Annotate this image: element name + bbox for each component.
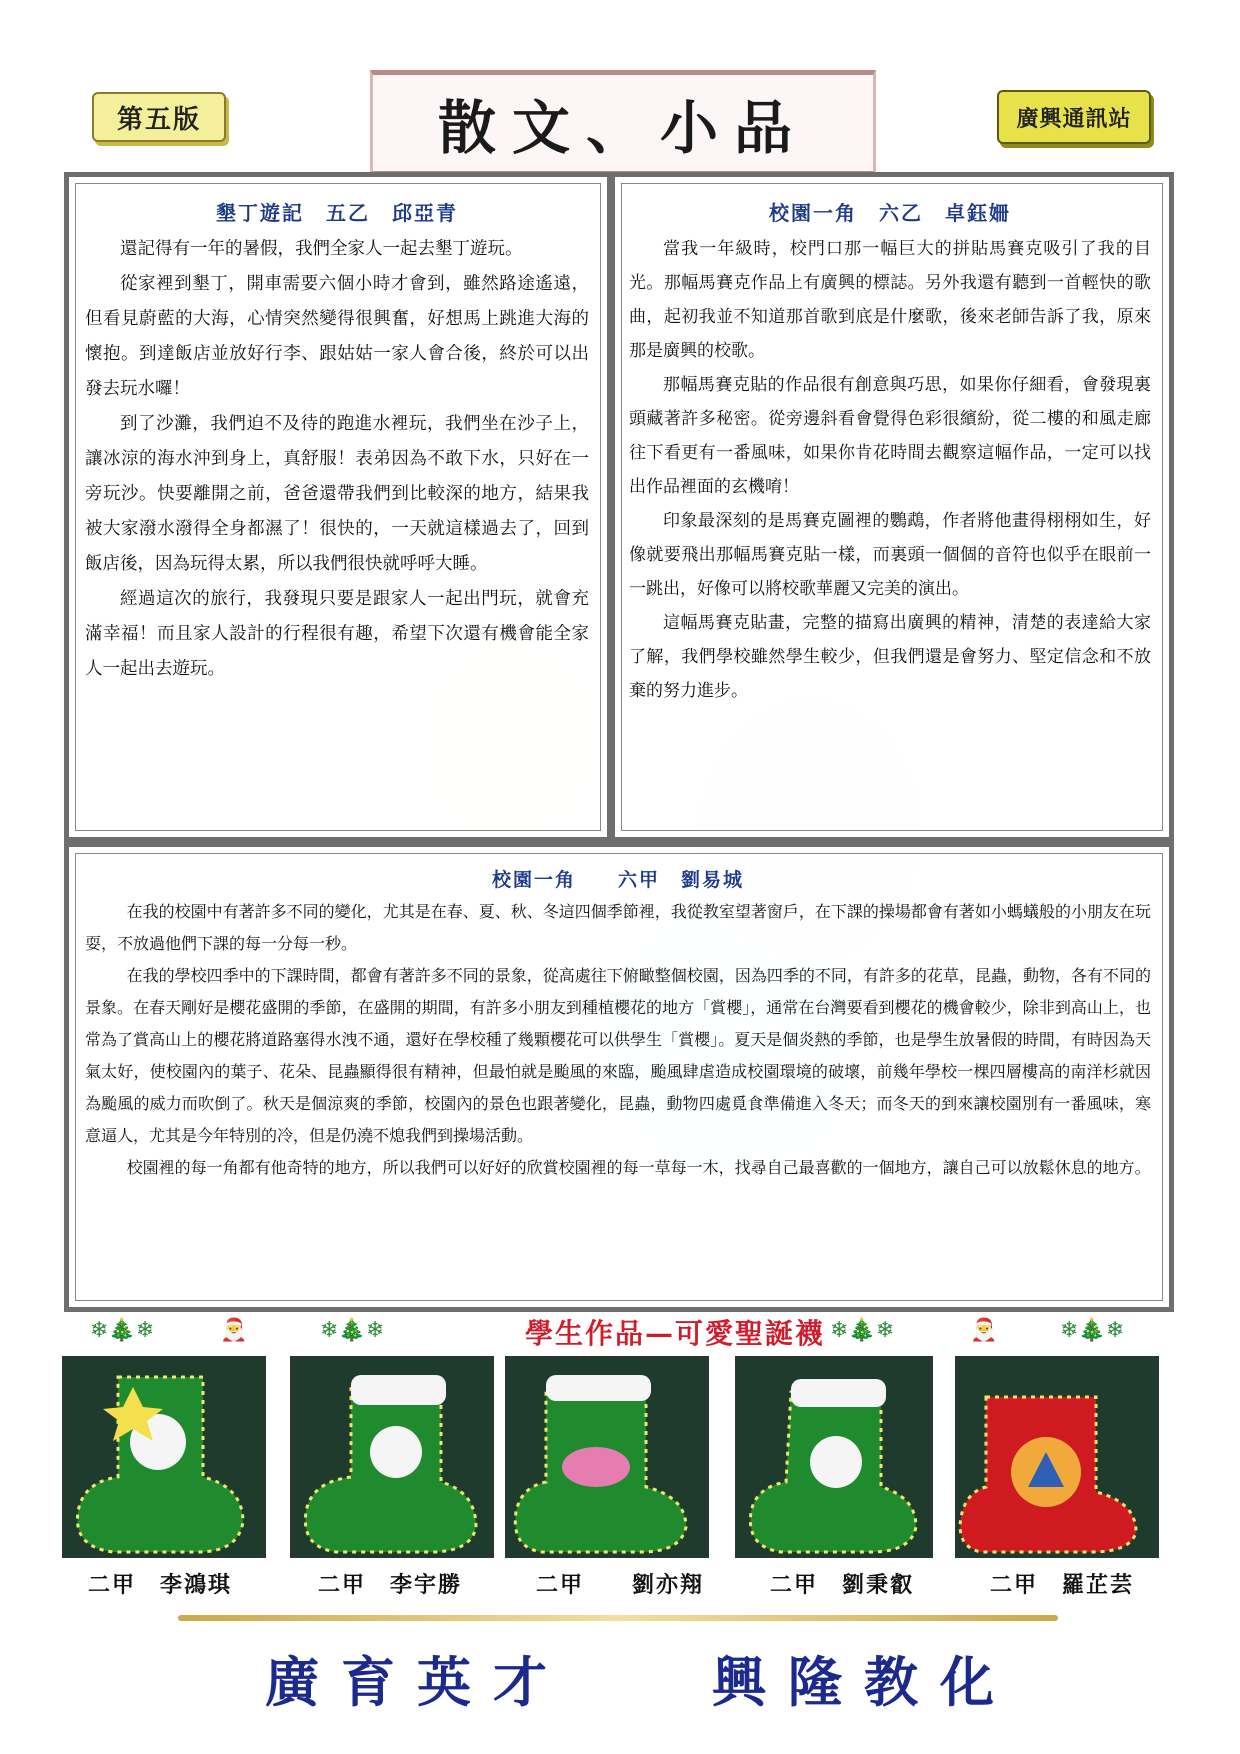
christmas-tree-icon: ❄🎄❄: [90, 1318, 155, 1343]
edition-badge: [92, 92, 226, 142]
article-paragraph: 經過這次的旅行，我發現只要是跟家人一起出門玩，就會充滿幸福！而且家人設計的行程很有趣，希望下次還有機會能全家人一起出去遊玩。: [85, 589, 589, 679]
christmas-tree-icon: ❄🎄❄: [830, 1318, 895, 1343]
stocking-photo-5: [955, 1356, 1159, 1558]
article-paragraph: 從家裡到墾丁，開車需要六個小時才會到，雖然路途遙遠，但看見蔚藍的大海，心情突然變得很興奮，好想馬上跳進大海的懷抱。到達飯店並放好行李、跟姑姑一家人會合後，終於可以出發去玩水囉！: [85, 274, 589, 399]
page-title: 散文、小品: [437, 94, 808, 162]
article-paragraph: 還記得有一年的暑假，我們全家人一起去墾丁遊玩。: [120, 239, 523, 259]
page-title-scroll: [370, 70, 876, 176]
article-box-campus-2: [64, 842, 1174, 1312]
stocking-icon: [736, 1357, 932, 1557]
article-paragraph: 那幅馬賽克貼的作品很有創意與巧思，如果你仔細看，會發現裏頭藏著許多秘密。從旁邊斜看會覺得色彩很繽紛，從二樓的和風走廊往下看更有一番風味，如果你肯花時間去觀察這幅作品，一定可以找出作品裡面的玄機唷！: [629, 375, 1151, 497]
article-paragraph: 在我的學校四季中的下課時間，都會有著許多不同的景象，從高處往下俯瞰整個校園，因為四季的不同，有許多的花草，昆蟲，動物，各有不同的景象。在春天剛好是櫻花盛開的季節，在盛開的期間，有許多小朋友到種植櫻花的地方「賞櫻」，通常在台灣要看到櫻花的機會較少，除非到高山上，也常為了賞高山上的櫻花將道路塞得水洩不通，還好在學校種了幾顆櫻花可以供學生「賞櫻」。夏天是個炎熱的季節，也是學生放暑假的時間，有時因為天氣太好，使校園內的葉子、花朵、昆蟲顯得很有精神，但最怕就是颱風的來臨，颱風肆虐造成校園環境的破壞，前幾年學校一棵四層樓高的南洋杉就因為颱風的威力而吹倒了。秋天是個涼爽的季節，校園內的景色也跟著變化，昆蟲，動物四處覓食準備進入冬天；而冬天的到來讓校園別有一番風味，寒意逼人，尤其是今年特別的冷，但是仍澆不熄我們到操場活動。: [85, 966, 1151, 1145]
stocking-photo-1: [62, 1356, 266, 1558]
gallery-title: 學生作品—可愛聖誕襪: [525, 1317, 826, 1350]
article-title: 校園一角 六乙 卓鈺姍: [769, 201, 1011, 225]
article-paragraph: 到了沙灘，我們迫不及待的跑進水裡玩，我們坐在沙子上，讓冰涼的海水沖到身上，真舒服！表弟因為不敢下水，只好在一旁玩沙。快要離開之前，爸爸還帶我們到比較深的地方，結果我被大家潑水潑得全身都濕了！很快的，一天就這樣過去了，回到飯店後，因為玩得太累，所以我們很快就呼呼大睡。: [85, 414, 589, 574]
article-content: [85, 865, 1151, 1184]
article-box-campus-1: [610, 172, 1174, 842]
stocking-icon: [291, 1357, 493, 1557]
stocking-caption: 二甲 李宇勝: [318, 1572, 463, 1598]
santa-icon: 🎅: [220, 1318, 248, 1343]
article-paragraph: 校園裡的每一角都有他奇特的地方，所以我們可以好好的欣賞校園裡的每一草每一木，找尋自己最喜歡的一個地方，讓自己可以放鬆休息的地方。: [126, 1158, 1151, 1177]
article-content: [85, 197, 589, 687]
stocking-icon: [63, 1357, 265, 1557]
article-paragraph: 當我一年級時，校門口那一幅巨大的拼貼馬賽克吸引了我的目光。那幅馬賽克作品上有廣興的標誌。另外我還有聽到一首輕快的歌曲，起初我並不知道那首歌到底是什麼歌，後來老師告訴了我，原來那是廣興的校歌。: [629, 239, 1151, 361]
christmas-tree-icon: ❄🎄❄: [320, 1318, 385, 1343]
article-title: 墾丁遊記 五乙 邱亞青: [216, 201, 458, 225]
footer-divider: [178, 1615, 1058, 1621]
article-title: 校園一角 六甲 劉易城: [491, 869, 744, 891]
stocking-caption: 二甲 李鴻琪: [88, 1572, 233, 1598]
article-paragraph: 這幅馬賽克貼畫，完整的描寫出廣興的精神，清楚的表達給大家了解，我們學校雖然學生較少，但我們還是會努力、堅定信念和不放棄的努力進步。: [629, 613, 1151, 701]
stocking-caption: 二甲 羅芷芸: [990, 1572, 1135, 1598]
article-box-kenting: [64, 172, 612, 842]
newsletter-badge: [997, 90, 1151, 144]
stocking-photo-2: [290, 1356, 494, 1558]
christmas-tree-icon: ❄🎄❄: [1060, 1318, 1125, 1343]
santa-icon: 🎅: [970, 1318, 998, 1343]
stocking-caption: 二甲 劉亦翔: [536, 1572, 705, 1598]
stocking-photo-4: [735, 1356, 933, 1558]
stocking-photo-3: [505, 1356, 709, 1558]
stocking-icon: [506, 1357, 708, 1557]
footer-motto-left: 廣育英才: [265, 1650, 569, 1714]
article-content: [629, 197, 1151, 708]
newsletter-label: 廣興通訊站: [1016, 105, 1132, 132]
gallery-banner: [70, 1316, 1170, 1352]
stocking-caption: 二甲 劉秉叡: [770, 1572, 915, 1598]
article-paragraph: 在我的校園中有著許多不同的變化，尤其是在春、夏、秋、冬這四個季節裡，我從教室望著窗戶，在下課的操場都會有著如小螞蟻般的小朋友在玩耍，不放過他們下課的每一分每一秒。: [85, 902, 1151, 953]
edition-label: 第五版: [116, 104, 201, 135]
stocking-icon: [956, 1357, 1158, 1557]
footer-motto-right: 興隆教化: [712, 1650, 1016, 1714]
article-paragraph: 印象最深刻的是馬賽克圖裡的鸚鵡，作者將他畫得栩栩如生，好像就要飛出那幅馬賽克貼一樣，而裏頭一個個的音符也似乎在眼前一一跳出，好像可以將校歌華麗又完美的演出。: [629, 511, 1151, 599]
